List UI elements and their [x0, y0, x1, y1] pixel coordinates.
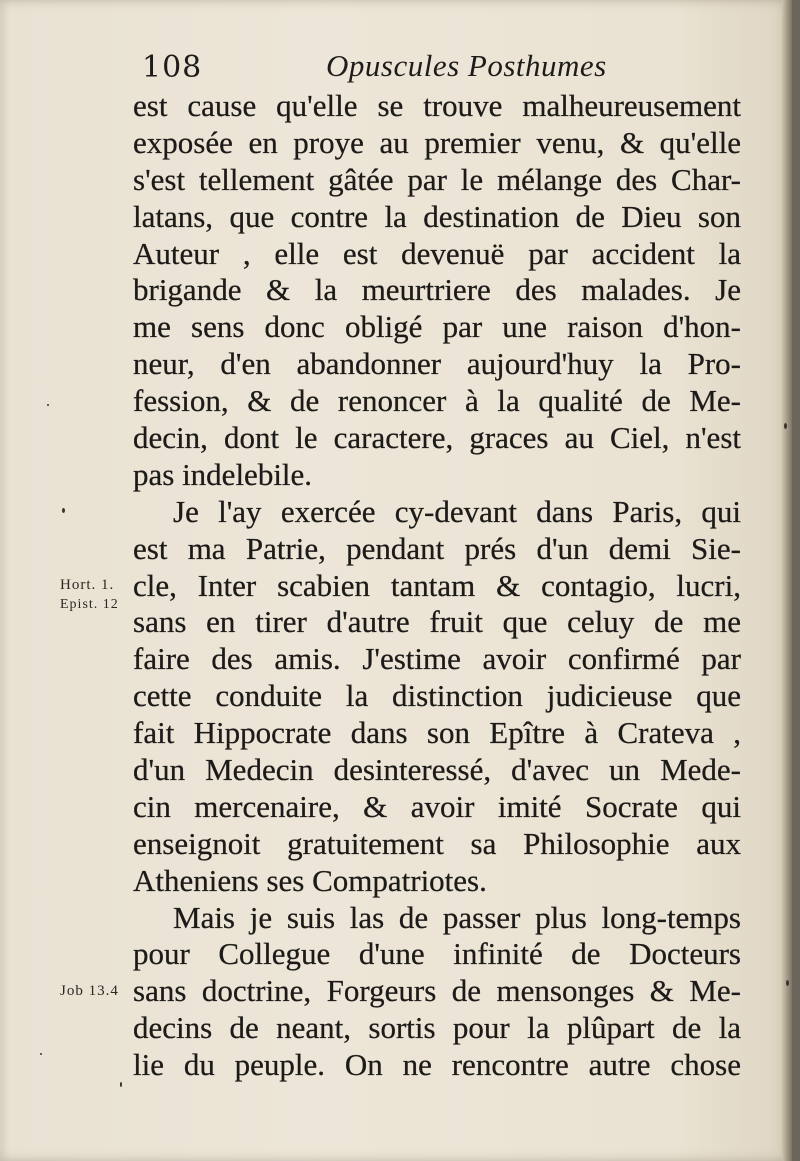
ink-speck — [62, 508, 65, 513]
ink-speck — [47, 404, 49, 406]
text-line: enseignoit gratuitement sa Philosophie aux — [133, 825, 741, 861]
text-line: sans en tirer d'autre fruit que celuy de me — [133, 604, 741, 640]
text-line: Auteur , elle est devenuë par accident la — [133, 235, 741, 271]
text-line: fession, & de renoncer à la qualité de Me- — [133, 383, 741, 419]
ink-speck — [784, 423, 787, 429]
text-line: brigande & la meurtriere des malades. Je — [133, 272, 741, 308]
paragraph-end-line: pas indelebile. — [133, 456, 313, 492]
margin-note: Epist. 12 — [60, 597, 119, 612]
text-line: latans, que contre la destination de Dieu son — [133, 198, 741, 234]
text-line: decins de neant, sortis pour la plûpart de la — [133, 1010, 741, 1046]
page-number: 108 — [142, 50, 203, 85]
page-edge-shadow — [782, 0, 792, 1161]
text-line: sans doctrine, Forgeurs de mensonges & Me- — [133, 973, 741, 1009]
text-line: exposée en proye au premier venu, & qu'elle — [133, 124, 741, 160]
text-line: me sens donc obligé par une raison d'hon- — [133, 309, 741, 345]
text-line: d'un Medecin desinteressé, d'avec un Mede- — [133, 752, 741, 788]
text-line: neur, d'en abandonner aujourd'huy la Pro- — [133, 346, 741, 382]
text-line: faire des amis. J'estime avoir confirmé par — [133, 641, 741, 677]
text-line: est cause qu'elle se trouve malheureusement — [133, 88, 741, 123]
ink-speck — [40, 1053, 42, 1055]
margin-note: Job 13.4 — [60, 983, 119, 999]
text-line: lie du peuple. On ne rencontre autre chose — [133, 1047, 741, 1083]
text-line: decin, dont le caractere, graces au Ciel, n'est — [133, 420, 741, 456]
paragraph-start-line: Mais je suis las de passer plus long-temps — [173, 899, 741, 935]
text-line: pour Collegue d'une infinité de Docteurs — [133, 936, 741, 972]
paragraph-end-line: Atheniens ses Compatriotes. — [133, 862, 487, 898]
ink-speck — [786, 980, 789, 986]
body-text — [133, 88, 741, 1084]
running-title: Opuscules Posthumes — [326, 48, 607, 83]
margin-note: Hort. 1. — [60, 577, 115, 593]
page-header — [140, 44, 740, 90]
ink-speck — [120, 1082, 122, 1087]
text-line: s'est tellement gâtée par le mélange des Char- — [133, 161, 741, 197]
text-line: cin mercenaire, & avoir imité Socrate qui — [133, 788, 741, 824]
text-line: fait Hippocrate dans son Epître à Crateva , — [133, 715, 741, 751]
paragraph-start-line: Je l'ay exercée cy-devant dans Paris, qui — [173, 493, 741, 529]
latin-quote-line: cle, Inter scabien tantam & contagio, lucri, — [133, 567, 741, 603]
text-line: est ma Patrie, pendant prés d'un demi Sie- — [133, 530, 741, 566]
text-line: cette conduite la distinction judicieuse que — [133, 678, 741, 714]
